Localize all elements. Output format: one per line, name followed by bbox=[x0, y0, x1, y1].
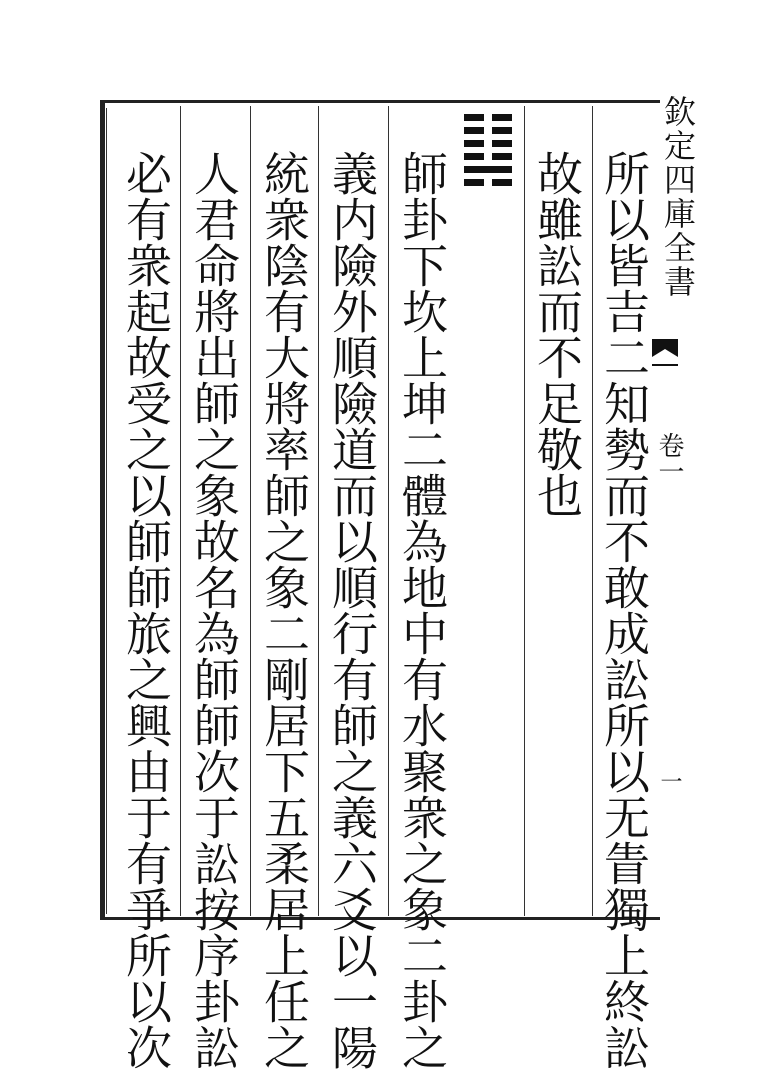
column-divider bbox=[318, 106, 319, 916]
column-divider bbox=[592, 106, 593, 916]
text-column-7: 必有衆起故受之以師師旅之興由于有爭所以次 bbox=[119, 150, 173, 1070]
text-column-2: 故雖訟而不足敬也 bbox=[530, 150, 584, 518]
column-divider bbox=[524, 106, 525, 916]
text-column-1: 所以皆吉二知勢而不敢成訟所以无眚獨上終訟 bbox=[597, 150, 651, 1070]
juan-label: 卷一 bbox=[654, 432, 684, 484]
fishtail-mark-icon bbox=[650, 335, 680, 375]
text-column-4: 義内險外順險道而以順行有師之義六爻以一陽 bbox=[325, 150, 379, 1070]
book-title: 欽定四庫全書 bbox=[659, 95, 697, 299]
text-column-3: 師卦下坎上坤二體為地中有水聚衆之象二卦之 bbox=[395, 150, 449, 1070]
shi-hexagram-icon bbox=[462, 112, 514, 192]
text-column-5: 統衆陰有大將率師之象二剛居下五柔居上任之 bbox=[257, 150, 311, 1070]
text-column-6: 人君命將出師之象故名為師師次于訟按序卦訟 bbox=[187, 150, 241, 1070]
column-divider bbox=[250, 106, 251, 916]
column-divider bbox=[180, 106, 181, 916]
page-number: 一 bbox=[657, 770, 682, 792]
column-divider bbox=[388, 106, 389, 916]
